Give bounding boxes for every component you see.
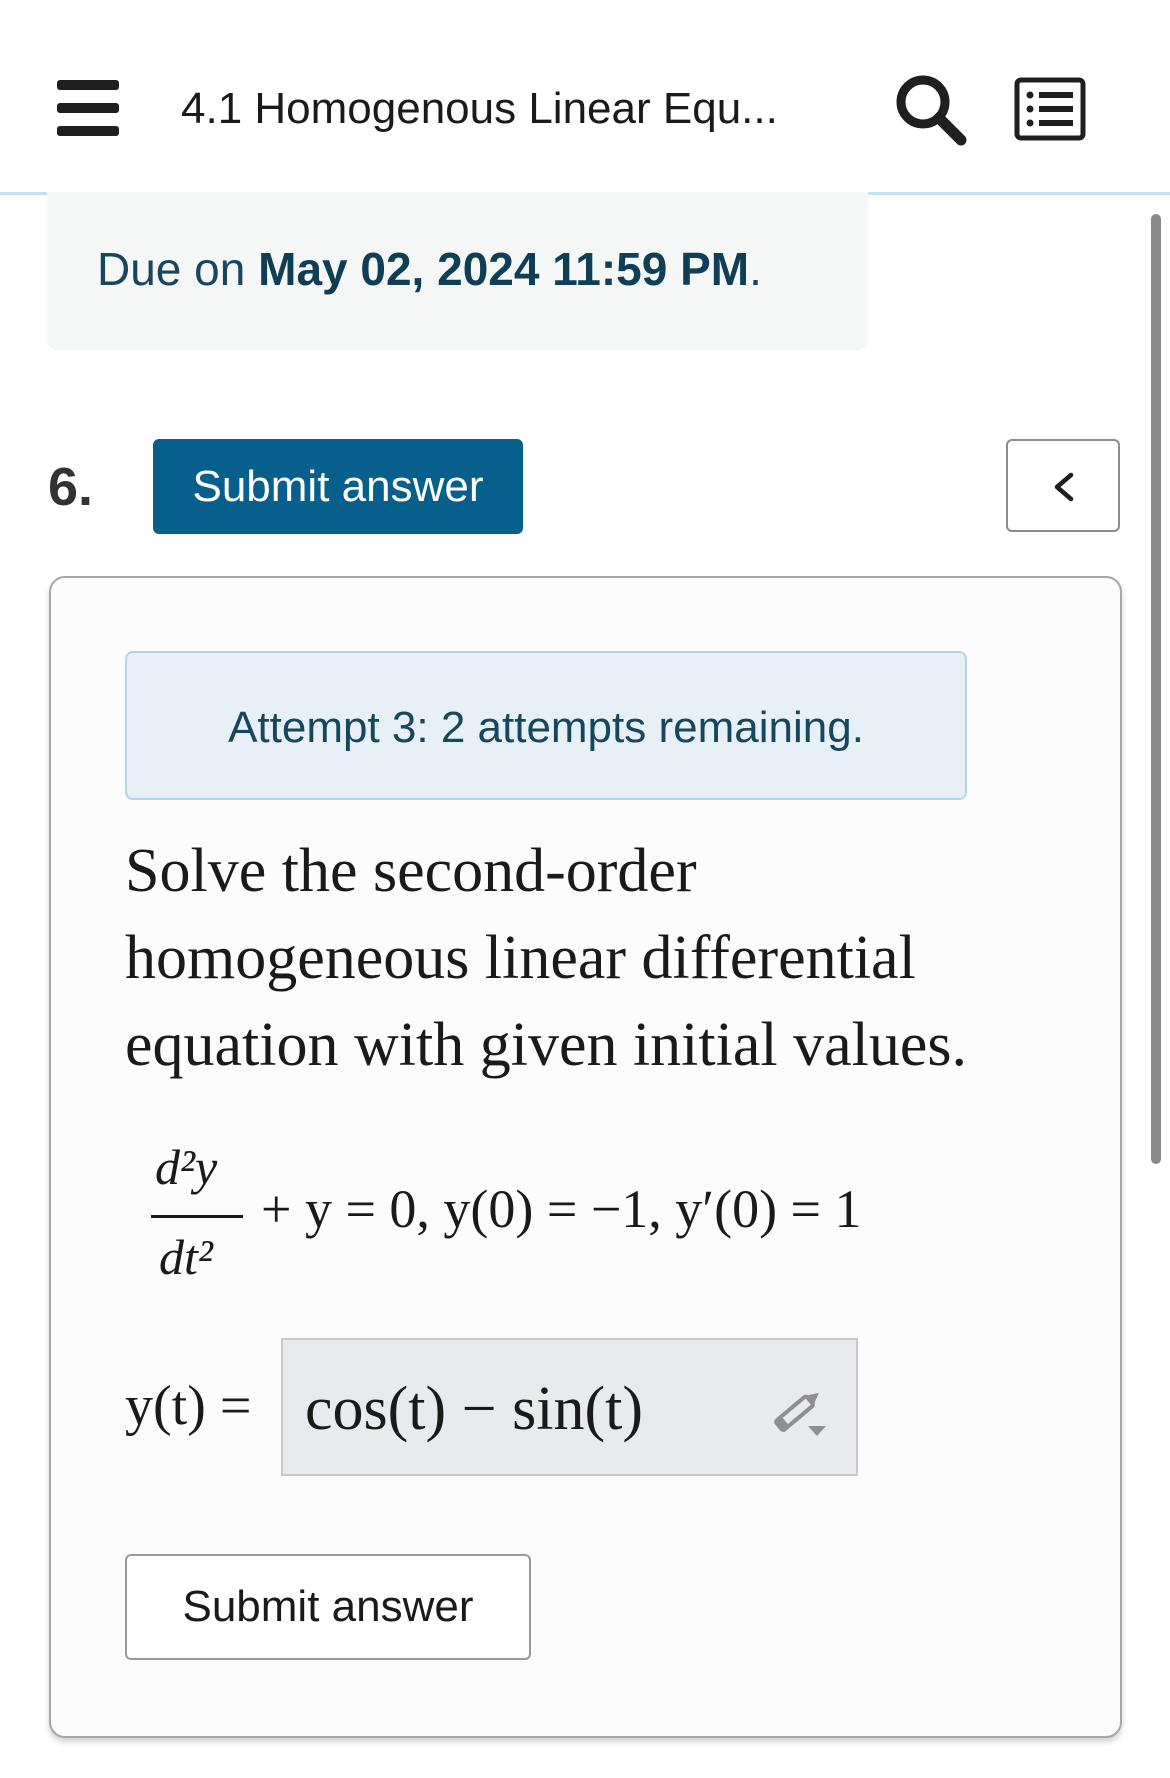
attempt-text: Attempt 3: 2 attempts remaining. — [228, 703, 864, 752]
due-date-text — [97, 242, 762, 296]
fraction-bar — [151, 1215, 243, 1218]
previous-question-button[interactable] — [1006, 439, 1120, 532]
denominator-text: dt² — [159, 1229, 213, 1285]
pencil-edit-icon[interactable] — [768, 1384, 832, 1440]
due-date-value: May 02, 2024 11:59 PM — [258, 243, 750, 295]
hamburger-menu-icon[interactable] — [57, 80, 119, 136]
due-date-banner — [47, 192, 868, 350]
answer-label: y(t) = — [125, 1375, 252, 1437]
attempt-notice — [125, 651, 967, 800]
chevron-left-icon — [1051, 471, 1079, 503]
top-bar — [0, 0, 1170, 195]
question-number: 6. — [48, 457, 94, 517]
equation-rest: + y = 0, y(0) = −1, y′(0) = 1 — [261, 1179, 862, 1239]
answer-input[interactable] — [281, 1338, 858, 1476]
assignment-title: 4.1 Homogenous Linear Equ... — [181, 84, 778, 133]
scrollbar-thumb[interactable] — [1151, 214, 1161, 1164]
due-suffix: . — [749, 243, 762, 295]
equation-denominator — [159, 1228, 213, 1286]
submit-answer-button-top[interactable]: Submit answer — [153, 439, 523, 534]
question-list-icon[interactable] — [1014, 77, 1086, 141]
equation-numerator — [155, 1138, 217, 1196]
submit-answer-button-bottom[interactable]: Submit answer — [125, 1554, 531, 1660]
search-icon[interactable] — [893, 72, 967, 146]
menu-line — [57, 126, 119, 136]
question-prompt: Solve the second-order homogeneous linear differential equation with given initial values. — [125, 837, 967, 1079]
numerator-text: d²y — [155, 1139, 218, 1195]
menu-line — [57, 103, 119, 113]
menu-line — [57, 80, 119, 90]
question-card — [49, 576, 1122, 1738]
answer-expression: cos(t) − sin(t) — [305, 1375, 644, 1443]
due-prefix: Due on — [97, 243, 246, 295]
